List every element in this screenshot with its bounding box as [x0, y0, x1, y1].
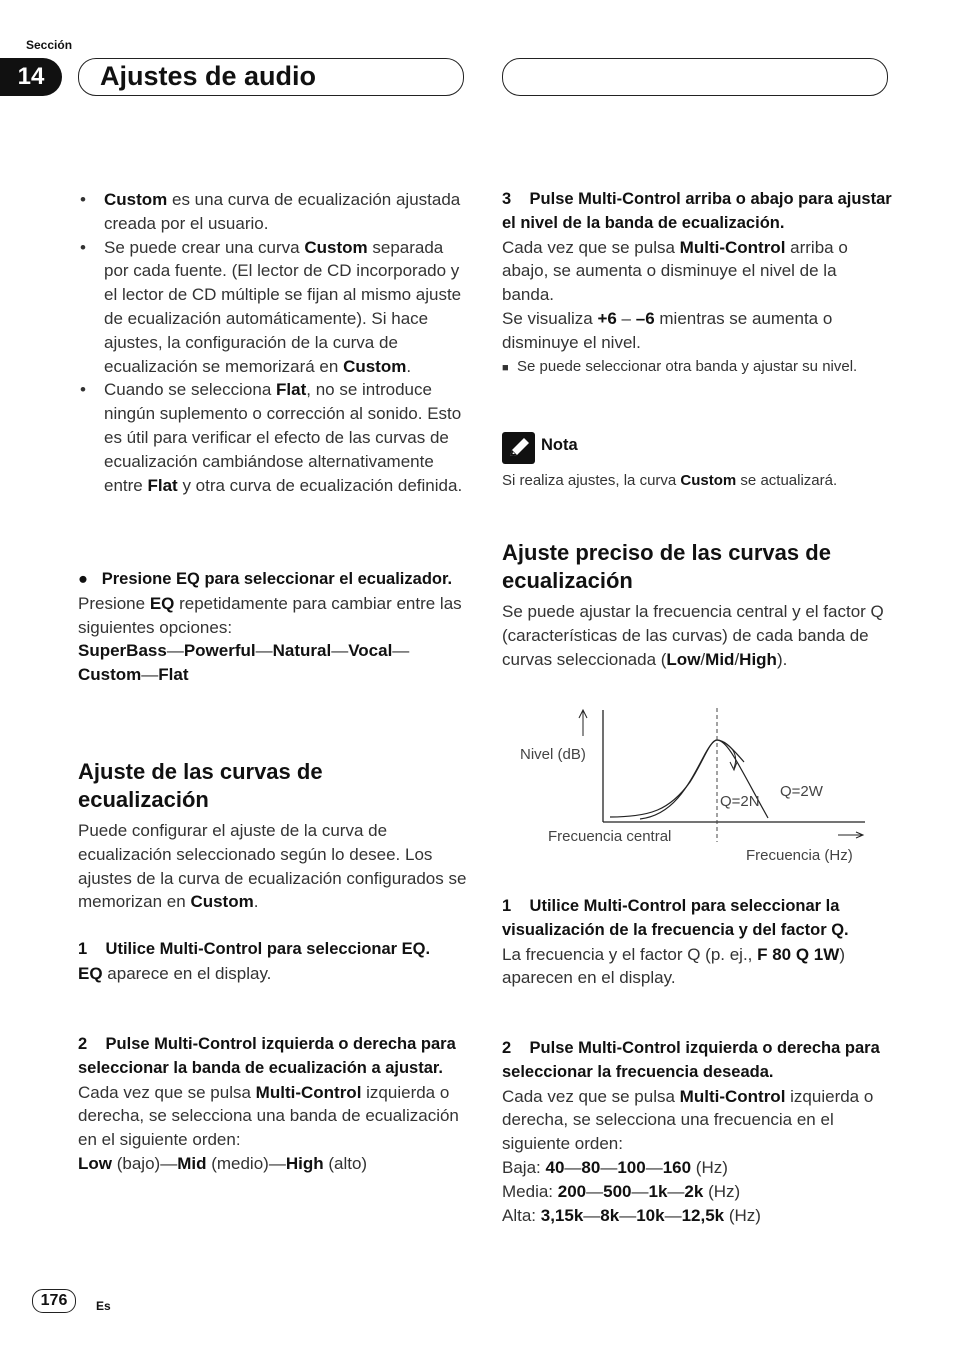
- step-heading-text: Utilice Multi-Control para seleccionar la visualización de la frecuencia y del factor Q.: [502, 897, 849, 939]
- separator: /: [734, 649, 740, 669]
- bullet-text: , no se introduce ningún suplemento o corrección al sonido. Esto es útil para verificar el efecto de las curvas de ecualización cambiándose alternativamente entre: [104, 380, 462, 495]
- frequency-value: 8k: [600, 1205, 620, 1225]
- q-arrow-head: [730, 762, 737, 770]
- step-heading-text: Presione EQ para seleccionar el ecualizador.: [101, 570, 453, 588]
- separator: —: [160, 1153, 178, 1173]
- step-body: [502, 307, 892, 355]
- body-text: .: [253, 892, 259, 912]
- display-example: F 80 Q 1W: [757, 944, 840, 964]
- body-text: Cada vez que se pulsa: [78, 1082, 256, 1102]
- bullet-item: [78, 188, 464, 236]
- keyword-multi-control: Multi-Control: [255, 1082, 362, 1102]
- separator: —: [564, 1157, 582, 1177]
- step-heading-text: Pulse Multi-Control izquierda o derecha para seleccionar la frecuencia deseada.: [502, 1039, 880, 1081]
- frequency-value: 12,5k: [681, 1205, 725, 1225]
- step-heading-text: Pulse Multi-Control arriba o abajo para ajustar el nivel de la banda de ecualización.: [502, 190, 892, 232]
- unit: (Hz): [691, 1157, 728, 1177]
- separator: —: [645, 1157, 663, 1177]
- body-text: –: [616, 308, 636, 328]
- step-body: [78, 592, 464, 640]
- solid-bullet-icon: ●: [78, 570, 88, 588]
- page-title: Ajustes de audio: [100, 61, 317, 91]
- step-number: 2: [78, 1035, 88, 1053]
- keyword-flat: Flat: [276, 380, 307, 400]
- section-intro: [502, 600, 888, 671]
- bullet-text: es una curva de ecualización ajustada creada por el usuario.: [104, 190, 461, 233]
- keyword-custom: Custom: [680, 472, 737, 489]
- separator: —: [255, 641, 273, 661]
- body-text: Cada vez que se pulsa: [502, 1086, 680, 1106]
- separator: —: [664, 1205, 682, 1225]
- bullet-text: Cuando se selecciona: [104, 380, 277, 400]
- keyword-multi-control: Multi-Control: [679, 237, 786, 257]
- square-bullet-icon: ■: [502, 361, 509, 374]
- bullet-list: [78, 188, 464, 497]
- keyword-custom: Custom: [190, 892, 254, 912]
- body-text: aparece en el display.: [102, 963, 272, 983]
- separator: —: [166, 641, 184, 661]
- keyword-eq: EQ: [149, 593, 175, 613]
- q-narrow-label: Q=2N: [720, 793, 760, 810]
- body-text: ) aparecen en el display.: [502, 944, 845, 988]
- body-text: se actualizará.: [736, 472, 838, 489]
- bullet-dot: •: [80, 380, 86, 400]
- band-order: [78, 1152, 464, 1176]
- section-heading: Ajuste preciso de las curvas de ecualización: [502, 540, 831, 593]
- band-name: High: [739, 649, 777, 669]
- keyword-multi-control: Multi-Control: [679, 1086, 786, 1106]
- band-desc: (bajo): [112, 1153, 161, 1173]
- unit: (Hz): [724, 1205, 761, 1225]
- step-number: 3: [502, 190, 512, 208]
- eq-option: Custom: [78, 665, 142, 685]
- separator: —: [667, 1181, 685, 1201]
- step-heading: [502, 188, 892, 236]
- page-number: 176: [32, 1289, 76, 1313]
- frequency-value: 10k: [636, 1205, 665, 1225]
- level-max: +6: [597, 308, 617, 328]
- frequency-value: 40: [545, 1157, 565, 1177]
- y-axis-label: Nivel (dB): [520, 746, 586, 763]
- separator: —: [268, 1153, 286, 1173]
- bullet-text: separada por cada fuente. (El lector de CD incorporado y el lector de CD múltiple se fijan al mismo ajuste de ecualización automáticamente). Si hace ajustes, la configuración de la curva de ecualización se memorizará en: [104, 237, 462, 376]
- frequency-value: 3,15k: [540, 1205, 584, 1225]
- x-axis-label: Frecuencia (Hz): [746, 847, 853, 864]
- band-desc: (medio): [206, 1153, 269, 1173]
- section-heading: Ajuste de las curvas de ecualización: [78, 759, 323, 812]
- header-right-frame: [502, 58, 888, 96]
- step-1-left: [78, 938, 464, 986]
- eq-option: Powerful: [183, 641, 256, 661]
- step-body: [502, 1085, 894, 1156]
- frequency-value: 2k: [684, 1181, 704, 1201]
- section-label: Sección: [26, 38, 73, 52]
- body-text: Cada vez que se pulsa: [502, 237, 680, 257]
- separator: —: [631, 1181, 649, 1201]
- frequency-value: 500: [603, 1181, 632, 1201]
- eq-option: SuperBass: [78, 641, 167, 661]
- band-name: Low: [78, 1153, 112, 1173]
- section-number-badge: 14: [0, 58, 62, 96]
- bullet-dot: •: [80, 190, 86, 209]
- bullet-text: Se puede crear una curva: [104, 237, 305, 257]
- body-text: Presione: [78, 593, 150, 613]
- step-number: 2: [502, 1039, 512, 1057]
- bullet-item: [78, 378, 464, 497]
- unit: (Hz): [703, 1181, 741, 1201]
- step-heading: [78, 1033, 464, 1081]
- step-number: 1: [78, 940, 88, 958]
- note-text: Se puede seleccionar otra banda y ajustar su nivel.: [517, 357, 858, 375]
- level-min: –6: [635, 308, 655, 328]
- eq-option: Flat: [158, 665, 189, 685]
- step-heading-text: Utilice Multi-Control para seleccionar EQ.: [105, 940, 431, 958]
- frequency-value: 200: [557, 1181, 587, 1201]
- separator: —: [583, 1205, 601, 1225]
- q-wide-label: Q=2W: [780, 783, 823, 800]
- body-text: Se visualiza: [502, 308, 598, 328]
- note-text: [502, 469, 902, 492]
- keyword-custom: Custom: [304, 237, 368, 257]
- separator: —: [600, 1157, 618, 1177]
- frequency-value: 100: [617, 1157, 646, 1177]
- eq-option: Vocal: [348, 641, 393, 661]
- step-note: [502, 355, 892, 380]
- center-frequency-label: Frecuencia central: [548, 828, 672, 845]
- frequency-value: 80: [581, 1157, 601, 1177]
- step-body: [78, 1081, 464, 1152]
- body-text: arriba o abajo, se aumenta o disminuye el nivel de la banda.: [502, 237, 848, 305]
- step-2-left: [78, 1033, 464, 1176]
- row-label: Baja:: [502, 1157, 546, 1177]
- eq-option: Natural: [272, 641, 332, 661]
- separator: /: [700, 649, 706, 669]
- bullet-text: .: [406, 356, 412, 376]
- step-heading: [502, 895, 892, 943]
- row-label: Alta:: [502, 1205, 541, 1225]
- bullet-item: [78, 236, 464, 379]
- step-body: [502, 943, 892, 991]
- step-2-right: [502, 1037, 894, 1227]
- note-label: Nota: [541, 436, 578, 454]
- body-text: Puede configurar el ajuste de la curva de ecualización seleccionado según lo desee. Los ajustes de la curva de ecualización configurados se memorizan en: [78, 821, 467, 912]
- body-text: La frecuencia y el factor Q (p. ej.,: [502, 944, 758, 964]
- section-intro: [78, 819, 468, 914]
- band-name: High: [285, 1153, 324, 1173]
- bullet-text: y otra curva de ecualización definida.: [177, 475, 463, 495]
- keyword-eq: EQ: [78, 963, 103, 983]
- frequency-value: 160: [662, 1157, 692, 1177]
- eq-select-step: [78, 568, 464, 687]
- frequency-row-low: [502, 1156, 894, 1180]
- frequency-value: 1k: [648, 1181, 668, 1201]
- frequency-row-high: [502, 1204, 894, 1228]
- body-text: Se puede ajustar la frecuencia central y el factor Q (características de las curvas) de cada banda de curvas seleccionada (: [502, 602, 884, 669]
- q-factor-diagram: [500, 700, 880, 870]
- language-code: Es: [96, 1299, 111, 1313]
- separator: —: [331, 641, 349, 661]
- step-3-right: [502, 188, 892, 380]
- keyword-custom: Custom: [343, 356, 407, 376]
- step-number: 1: [502, 897, 512, 915]
- band-desc: (alto): [323, 1153, 368, 1173]
- step-heading: [78, 568, 464, 592]
- separator: —: [392, 641, 410, 661]
- band-name: Mid: [705, 649, 735, 669]
- eq-options-list: [78, 639, 464, 687]
- body-text: izquierda o derecha, se selecciona una frecuencia en el siguiente orden:: [502, 1086, 874, 1154]
- body-text: Si realiza ajustes, la curva: [502, 472, 681, 489]
- step-1-right: [502, 895, 892, 990]
- body-text: izquierda o derecha, se selecciona una banda de ecualización en el siguiente orden:: [78, 1082, 459, 1150]
- separator: —: [619, 1205, 637, 1225]
- keyword-flat: Flat: [147, 475, 178, 495]
- step-body: [502, 236, 892, 307]
- step-heading-text: Pulse Multi-Control izquierda o derecha para seleccionar la banda de ecualización a ajustar.: [78, 1035, 456, 1077]
- band-name: Mid: [177, 1153, 207, 1173]
- separator: —: [586, 1181, 604, 1201]
- band-name: Low: [666, 649, 701, 669]
- keyword-custom: Custom: [104, 190, 168, 209]
- body-text: ).: [776, 649, 788, 669]
- step-heading: [502, 1037, 894, 1085]
- step-body: [78, 962, 464, 986]
- row-label: Media:: [502, 1181, 558, 1201]
- body-text: repetidamente para cambiar entre las siguientes opciones:: [78, 593, 462, 637]
- frequency-row-mid: [502, 1180, 894, 1204]
- bullet-dot: •: [80, 237, 86, 257]
- step-heading: [78, 938, 464, 962]
- note-pencil-icon: [502, 432, 535, 464]
- body-text: mientras se aumenta o disminuye el nivel.: [502, 308, 833, 352]
- separator: —: [141, 665, 159, 685]
